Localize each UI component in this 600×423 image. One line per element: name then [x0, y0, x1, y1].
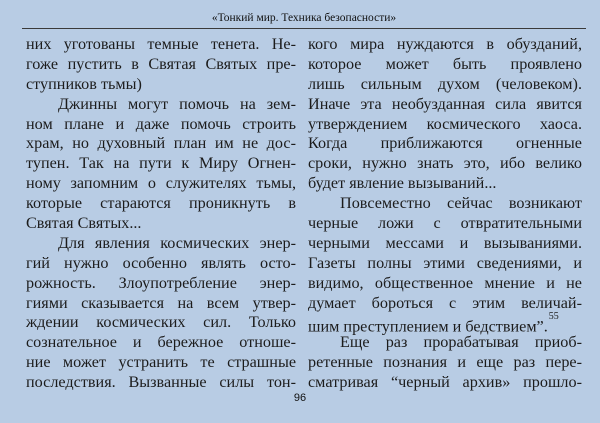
text-line: сознательное и бережное отноше-	[26, 333, 296, 352]
left-column	[26, 35, 296, 393]
text-line: которые стараются проникнуть в	[26, 194, 296, 213]
text-line: гиями сказывается на всем утвер-	[26, 293, 296, 312]
text-line: черными мессами и вызываниями.	[308, 233, 582, 252]
text-line: лишь сильным духом (человеком).	[308, 74, 582, 93]
text-line: ретенные познания и еще раз пере-	[308, 353, 582, 372]
text-line: сматривая “черный архив» прошло-	[308, 373, 582, 392]
text-line: ждении космических сил. Только	[26, 313, 296, 332]
running-title: «Тонкий мир. Техника безопасности»	[211, 12, 397, 24]
text-line: будет явление вызываний...	[308, 174, 497, 193]
text-line: последствия. Вызванные силы тон-	[26, 373, 296, 392]
text-line: ном плане и даже помочь строить	[26, 114, 296, 133]
text-line: видимо, общественное мнение и не	[308, 273, 582, 292]
text-line: Иначе эта необузданная сила явится	[308, 94, 582, 113]
text-line: тупен. Так на пути к Миру Огнен-	[26, 154, 296, 173]
text-line: Газеты полны этими сведениями, и	[308, 253, 582, 272]
text-line: рожность. Злоупотребление энер-	[26, 273, 296, 292]
text-line: храм, но духовный план им не дос-	[26, 134, 296, 153]
right-column	[308, 35, 582, 393]
text-line: сроки, нужно знать это, ибо велико	[308, 154, 582, 173]
text-line-with-footnote	[308, 311, 582, 336]
text-line: шим преступлением и бедствием”.	[308, 317, 548, 336]
paragraph-start-line: Еще раз прорабатывая приоб-	[340, 333, 582, 352]
text-line: гий нужно особенно являть осто-	[26, 253, 296, 272]
text-line: утверждением космического хаоса.	[308, 114, 582, 133]
text-line: думает бороться с этим величай-	[308, 293, 582, 312]
paragraph-start-line: Джинны могут помочь на зем-	[58, 94, 296, 113]
footnote-reference: 55	[548, 311, 559, 323]
page-number: 96	[293, 392, 307, 404]
text-line: черные ложи с отвратительными	[308, 214, 582, 233]
text-line: ному запомним о служителях тьмы,	[26, 174, 296, 193]
text-line: кого мира нуждаются в обузданий,	[308, 35, 582, 53]
text-line: гоже пустить в Святая Святых пре-	[26, 54, 296, 73]
text-line: них уготованы темные тенета. Не-	[26, 35, 296, 53]
text-line: Святая Святых...	[26, 214, 142, 233]
paragraph-start-line: Повсеместно сейчас возникают	[340, 194, 582, 213]
text-line: которое может быть проявлено	[308, 54, 582, 73]
text-line: ступников тьмы)	[26, 74, 142, 93]
paragraph-start-line: Для явления космических энер-	[58, 233, 296, 252]
text-line: Когда приближаются огненные	[308, 134, 582, 153]
text-line: ние может устранить те страшные	[26, 353, 296, 372]
